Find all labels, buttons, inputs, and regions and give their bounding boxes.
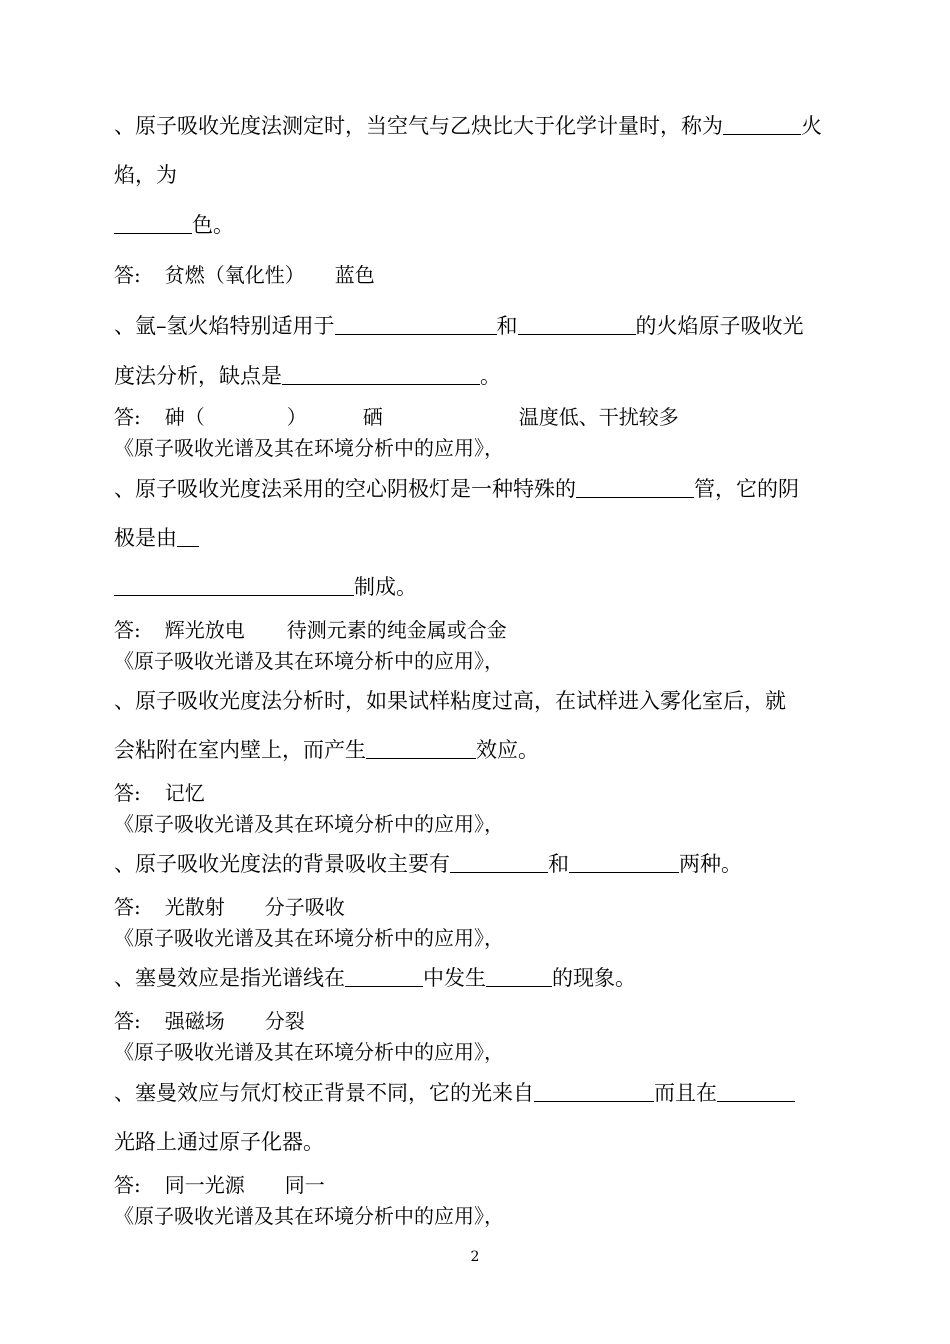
source-reference: 《原子吸收光谱及其在环境分析中的应用》，	[114, 1040, 504, 1064]
question-1-text: 、原子吸收光度法测定时，当空气与乙炔比大于化学计量时，称为	[114, 114, 723, 138]
question-6-text: 中发生	[423, 966, 486, 990]
answer-label: 答:	[114, 263, 141, 287]
question-4-line-1	[114, 688, 786, 714]
answer-value: 待测元素的纯金属或合金	[286, 618, 507, 642]
answer-value: 同一光源	[164, 1173, 245, 1197]
answer-value: 同一	[284, 1173, 325, 1197]
source-reference: 《原子吸收光谱及其在环境分析中的应用》，	[114, 1204, 504, 1228]
question-6-text: 、塞曼效应是指光谱线在	[114, 966, 345, 990]
answer-blank	[569, 852, 679, 873]
answer-value: ）	[286, 405, 307, 429]
question-1-text: 色。	[192, 213, 234, 237]
question-2-text: 的火焰原子吸收光	[635, 314, 804, 338]
answer-label: 答:	[114, 405, 141, 429]
question-5-text: 两种。	[679, 852, 742, 876]
question-5-text: 、原子吸收光度法的背景吸收主要有	[114, 852, 450, 876]
question-3-line-3	[114, 574, 417, 600]
question-7-text: 而且在	[654, 1081, 717, 1105]
question-7-text: 光路上通过原子化器。	[114, 1130, 324, 1154]
question-3-text: 、原子吸收光度法采用的空心阴极灯是一种特殊的	[114, 477, 576, 501]
answer-7	[114, 1172, 325, 1198]
answer-blank	[366, 738, 476, 759]
answer-blank	[282, 364, 480, 385]
question-2-text: 、氩–氢火焰特别适用于	[114, 314, 335, 338]
answer-value: 强磁场	[164, 1009, 225, 1033]
answer-value: 蓝色	[334, 263, 375, 287]
answer-3	[114, 617, 507, 643]
question-1-text: 焰，为	[114, 163, 177, 187]
answer-blank	[335, 314, 497, 335]
answer-value: 硒	[362, 405, 383, 429]
answer-blank	[723, 114, 801, 135]
answer-value: 光散射	[164, 895, 225, 919]
answer-value: 温度低、干扰较多	[518, 405, 679, 429]
question-3-text: 制成。	[354, 575, 417, 599]
answer-value: 分裂	[264, 1009, 305, 1033]
answer-blank	[486, 966, 552, 987]
answer-blank	[717, 1081, 795, 1102]
answer-label: 答:	[114, 1009, 141, 1033]
question-1-line-3	[114, 212, 234, 238]
question-2-line-2	[114, 363, 501, 389]
answer-5	[114, 894, 345, 920]
question-3-text: 管，它的阴	[694, 477, 799, 501]
source-reference: 《原子吸收光谱及其在环境分析中的应用》，	[114, 812, 504, 836]
answer-blank	[534, 1081, 654, 1102]
answer-blank	[114, 213, 192, 234]
question-3-line-2	[114, 525, 199, 551]
answer-blank	[114, 575, 354, 596]
question-2-text: 。	[480, 364, 501, 388]
question-5-line-1	[114, 851, 742, 877]
question-6-line-1	[114, 965, 636, 991]
answer-blank	[177, 526, 199, 547]
question-3-line-1	[114, 476, 799, 502]
answer-value: 记忆	[164, 781, 205, 805]
answer-label: 答:	[114, 1173, 141, 1197]
answer-2	[114, 404, 679, 430]
answer-value: 辉光放电	[164, 618, 245, 642]
answer-blank	[345, 966, 423, 987]
answer-label: 答:	[114, 781, 141, 805]
answer-blank	[518, 314, 636, 335]
question-4-line-2	[114, 737, 539, 763]
question-2-line-1	[114, 313, 804, 339]
question-1-line-1	[114, 113, 822, 139]
question-4-text: 效应。	[476, 738, 539, 762]
question-1-line-2	[114, 162, 177, 188]
question-4-text: 、原子吸收光度法分析时，如果试样粘度过高，在试样进入雾化室后，就	[114, 689, 786, 713]
question-7-line-1	[114, 1080, 795, 1106]
answer-blank	[450, 852, 548, 873]
source-reference: 《原子吸收光谱及其在环境分析中的应用》，	[114, 649, 504, 673]
question-4-text: 会粘附在室内壁上，而产生	[114, 738, 366, 762]
question-2-text: 度法分析，缺点是	[114, 364, 282, 388]
page-number: 2	[470, 1249, 480, 1265]
answer-value: 分子吸收	[264, 895, 345, 919]
answer-label: 答:	[114, 618, 141, 642]
answer-value: 贫燃（氧化性）	[164, 263, 305, 287]
source-reference: 《原子吸收光谱及其在环境分析中的应用》，	[114, 436, 504, 460]
answer-label: 答:	[114, 895, 141, 919]
answer-6	[114, 1008, 305, 1034]
question-1-text: 火	[801, 114, 822, 138]
answer-1	[114, 262, 375, 288]
question-3-text: 极是由	[114, 526, 177, 550]
answer-value: 砷（	[164, 405, 205, 429]
question-7-text: 、塞曼效应与氘灯校正背景不同，它的光来自	[114, 1081, 534, 1105]
answer-4	[114, 780, 205, 806]
question-6-text: 的现象。	[552, 966, 636, 990]
question-5-text: 和	[548, 852, 569, 876]
source-reference: 《原子吸收光谱及其在环境分析中的应用》，	[114, 926, 504, 950]
question-7-line-2	[114, 1129, 324, 1155]
answer-blank	[576, 477, 694, 498]
question-2-text: 和	[496, 314, 518, 338]
